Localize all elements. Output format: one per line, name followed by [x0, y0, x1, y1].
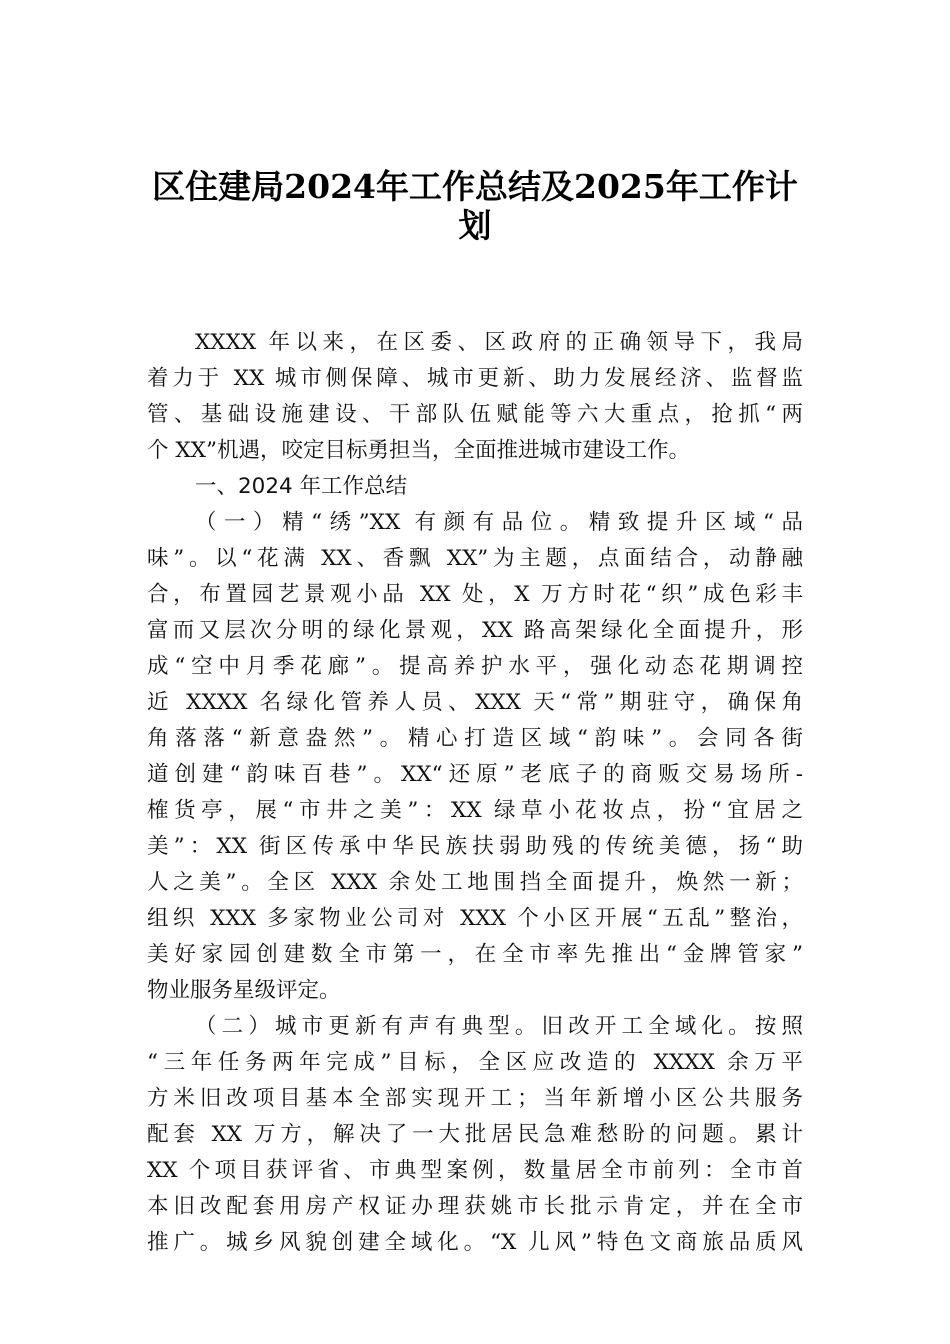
body-line: 着力于 XX 城市侧保障、城市更新、助力发展经济、监督监: [147, 366, 803, 391]
body-line: 味”。以“花满 XX、香飘 XX”为主题，点面结合，动静融: [147, 546, 803, 571]
body-line: （一）精“绣”XX 有颜有品位。精致提升区域“品: [195, 510, 803, 535]
body-line: 组织 XXX 多家物业公司对 XXX 个小区开展“五乱”整治，: [147, 906, 803, 931]
body-line: “三年任务两年完成”目标，全区应改造的 XXXX 余万平: [147, 1050, 803, 1075]
body-line: 榷货亭，展“市井之美”：XX 绿草小花妆点，扮“宜居之: [147, 798, 803, 823]
body-line: 近 XXXX 名绿化管养人员、XXX 天“常”期驻守，确保角: [147, 690, 803, 715]
title-line-1: 区住建局2024年工作总结及2025年工作计: [152, 167, 798, 206]
body-line: 合，布置园艺景观小品 XX 处，X 万方时花“织”成色彩丰: [147, 582, 803, 607]
body-line: 富而又层次分明的绿化景观，XX 路高架绿化全面提升，形: [147, 618, 803, 643]
body-line: 本旧改配套用房产权证办理获姚市长批示肯定，并在全市: [147, 1194, 803, 1219]
body-line: 美”：XX 街区传承中华民族扶弱助残的传统美德，扬“助: [147, 834, 803, 859]
body-line: 配套 XX 万方，解决了一大批居民急难愁盼的问题。累计: [147, 1122, 803, 1147]
title-line-2: 划: [458, 206, 492, 245]
body-line: 美好家园创建数全市第一，在全市率先推出“金牌管家”: [147, 942, 803, 967]
body-line: 成“空中月季花廊”。提高养护水平，强化动态花期调控: [147, 654, 803, 679]
body-line: 人之美”。全区 XXX 余处工地围挡全面提升，焕然一新；: [147, 870, 803, 895]
body-line: 管、基础设施建设、干部队伍赋能等六大重点，抢抓“两: [147, 402, 803, 427]
body-line: （二）城市更新有声有典型。旧改开工全域化。按照: [195, 1014, 803, 1039]
body-line: 推广。城乡风貌创建全域化。“X 儿风”特色文商旅品质风: [147, 1230, 803, 1255]
body-line: 方米旧改项目基本全部实现开工；当年新增小区公共服务: [147, 1086, 803, 1111]
body-line: XXXX 年以来，在区委、区政府的正确领导下，我局: [195, 330, 803, 355]
body-line: 道创建“韵味百巷”。XX“还原”老底子的商贩交易场所-: [147, 762, 803, 787]
body-line: XX 个项目获评省、市典型案例，数量居全市前列：全市首: [147, 1158, 803, 1183]
body-line: 物业服务星级评定。: [147, 978, 341, 1003]
body-line: 角落落“新意盎然”。精心打造区域“韵味”。会同各街: [147, 726, 803, 751]
body-line: 个 XX”机遇，咬定目标勇担当，全面推进城市建设工作。: [147, 438, 690, 463]
section-heading: 一、2024 年工作总结: [195, 474, 408, 499]
